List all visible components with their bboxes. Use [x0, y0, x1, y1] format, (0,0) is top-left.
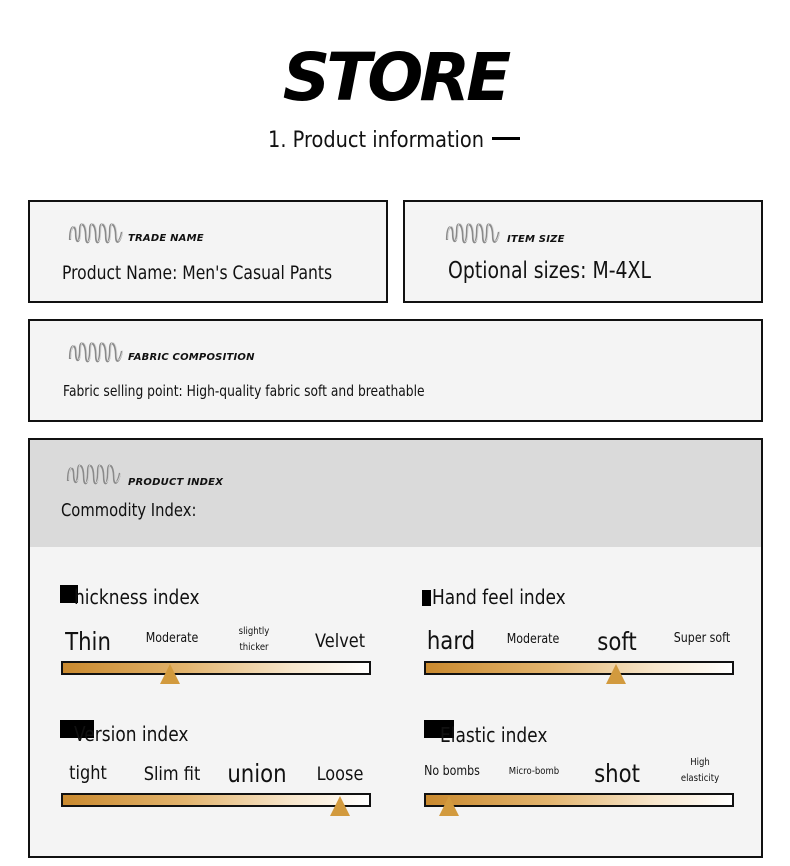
thickness-label-velvet: Velvet [314, 630, 366, 652]
elastic-label-micro-bomb: Micro-bomb [508, 766, 560, 777]
coil-icon [64, 463, 124, 487]
trade-name-tag: TRADE NAME [128, 233, 204, 244]
product-index-tag: PRODUCT INDEX [128, 477, 224, 488]
trade-name-value: Product Name: Men's Casual Pants [62, 262, 333, 284]
fabric-tag: FABRIC COMPOSITION [128, 352, 255, 363]
hand-label-moderate: Moderate [506, 632, 560, 647]
version-label-union: union [227, 759, 287, 788]
thickness-bar [61, 661, 371, 675]
version-label-tight: tight [69, 762, 107, 784]
coil-icon [443, 222, 503, 246]
product-index-header [30, 440, 761, 547]
thickness-marker [160, 664, 180, 684]
elastic-label-shot: shot [594, 759, 640, 788]
hand-feel-bar [424, 661, 734, 675]
version-label-slim-fit: Slim fit [143, 763, 201, 785]
elastic-marker [439, 796, 459, 816]
trade-name-card [28, 200, 388, 303]
fabric-value: Fabric selling point: High-quality fabric soft and breathable [63, 382, 425, 400]
thickness-label-slightly: slightly [238, 626, 270, 637]
hand-label-hard: hard [426, 626, 476, 655]
hand-label-soft: soft [597, 627, 637, 656]
thickness-title: hickness index [74, 585, 200, 609]
elastic-label-high: High [690, 757, 710, 768]
section-title: 1. Product information [268, 128, 485, 153]
hand-label-super-soft: Super soft [673, 631, 731, 646]
fabric-card [28, 319, 763, 422]
thickness-label-thin: Thin [65, 627, 111, 656]
version-title: Version index [74, 722, 189, 746]
thickness-label-thicker: thicker [239, 642, 269, 653]
item-size-card [403, 200, 763, 303]
thickness-label-moderate: Moderate [145, 631, 199, 646]
hand-feel-marker [606, 664, 626, 684]
hand-feel-title: Hand feel index [432, 585, 566, 609]
hand-feel-square-icon [422, 590, 431, 606]
elastic-label-no-bombs: No bombs [424, 764, 480, 779]
elastic-bar [424, 793, 734, 807]
elastic-label-elasticity: elasticity [680, 773, 720, 784]
coil-icon [66, 341, 126, 365]
title-dash [492, 137, 520, 140]
elastic-title: Elastic index [440, 723, 548, 747]
store-logo: STORE [282, 39, 508, 116]
item-size-tag: ITEM SIZE [507, 234, 565, 245]
version-label-loose: Loose [316, 763, 364, 785]
commodity-index-label: Commodity Index: [61, 500, 197, 521]
version-marker [330, 796, 350, 816]
coil-icon [66, 222, 126, 246]
item-size-value: Optional sizes: M-4XL [448, 258, 651, 284]
version-bar [61, 793, 371, 807]
